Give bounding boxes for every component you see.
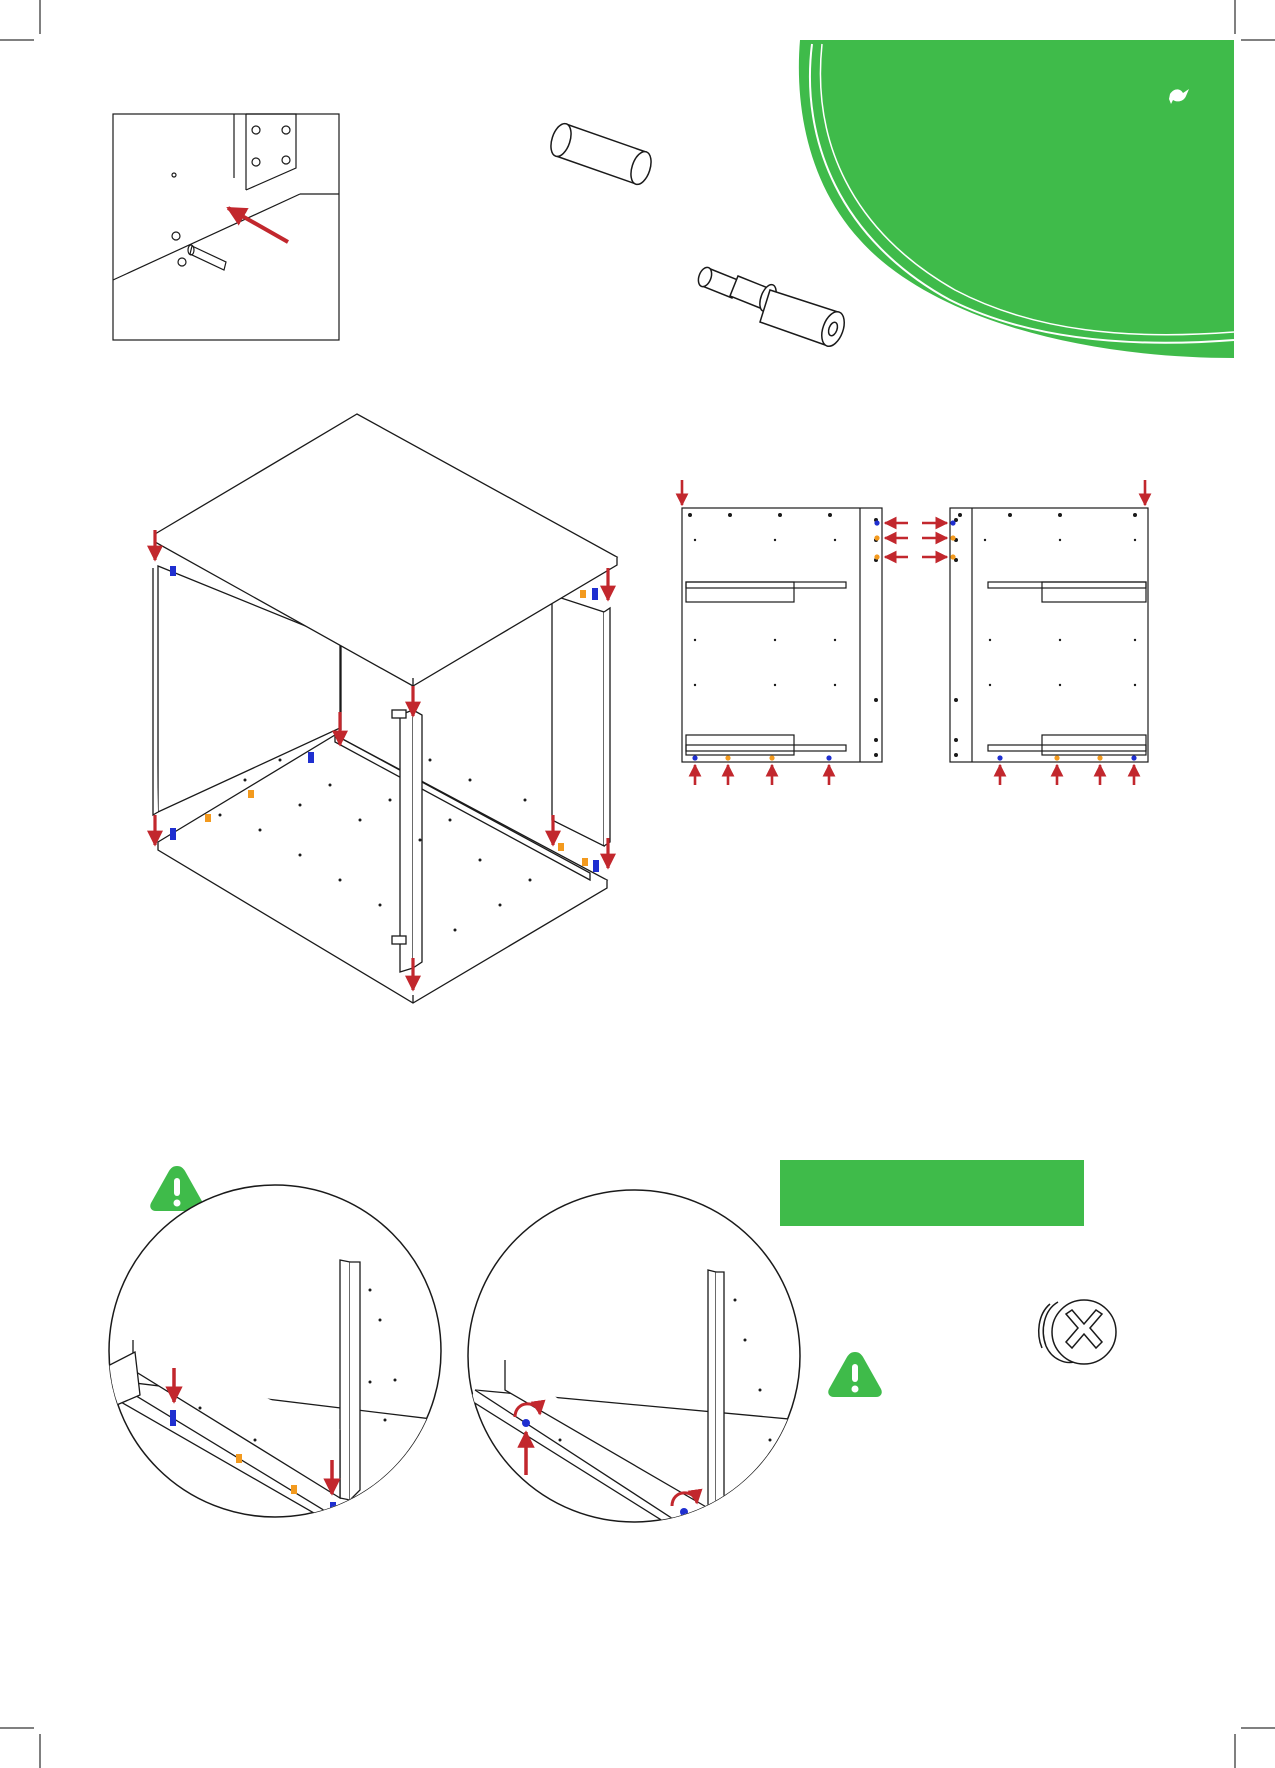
zoom-detail-cam-lock xyxy=(468,1190,800,1565)
cabinet-assembly-drawing xyxy=(153,414,617,1003)
panel-elevation-right xyxy=(950,508,1148,762)
cam-lock-icon xyxy=(1039,1300,1116,1364)
brand-corner-shape xyxy=(799,40,1234,358)
warning-triangle-icon xyxy=(150,1166,204,1211)
cam-bolt-icon xyxy=(696,266,849,350)
green-label-box xyxy=(780,1160,1084,1226)
zoom-detail-dowel-insert xyxy=(100,1185,441,1528)
wooden-dowel-icon xyxy=(547,121,655,187)
warning-triangle-icon-2 xyxy=(828,1352,882,1397)
dowel-insert-detail-box xyxy=(113,114,339,340)
panel-elevation-left xyxy=(682,508,882,762)
